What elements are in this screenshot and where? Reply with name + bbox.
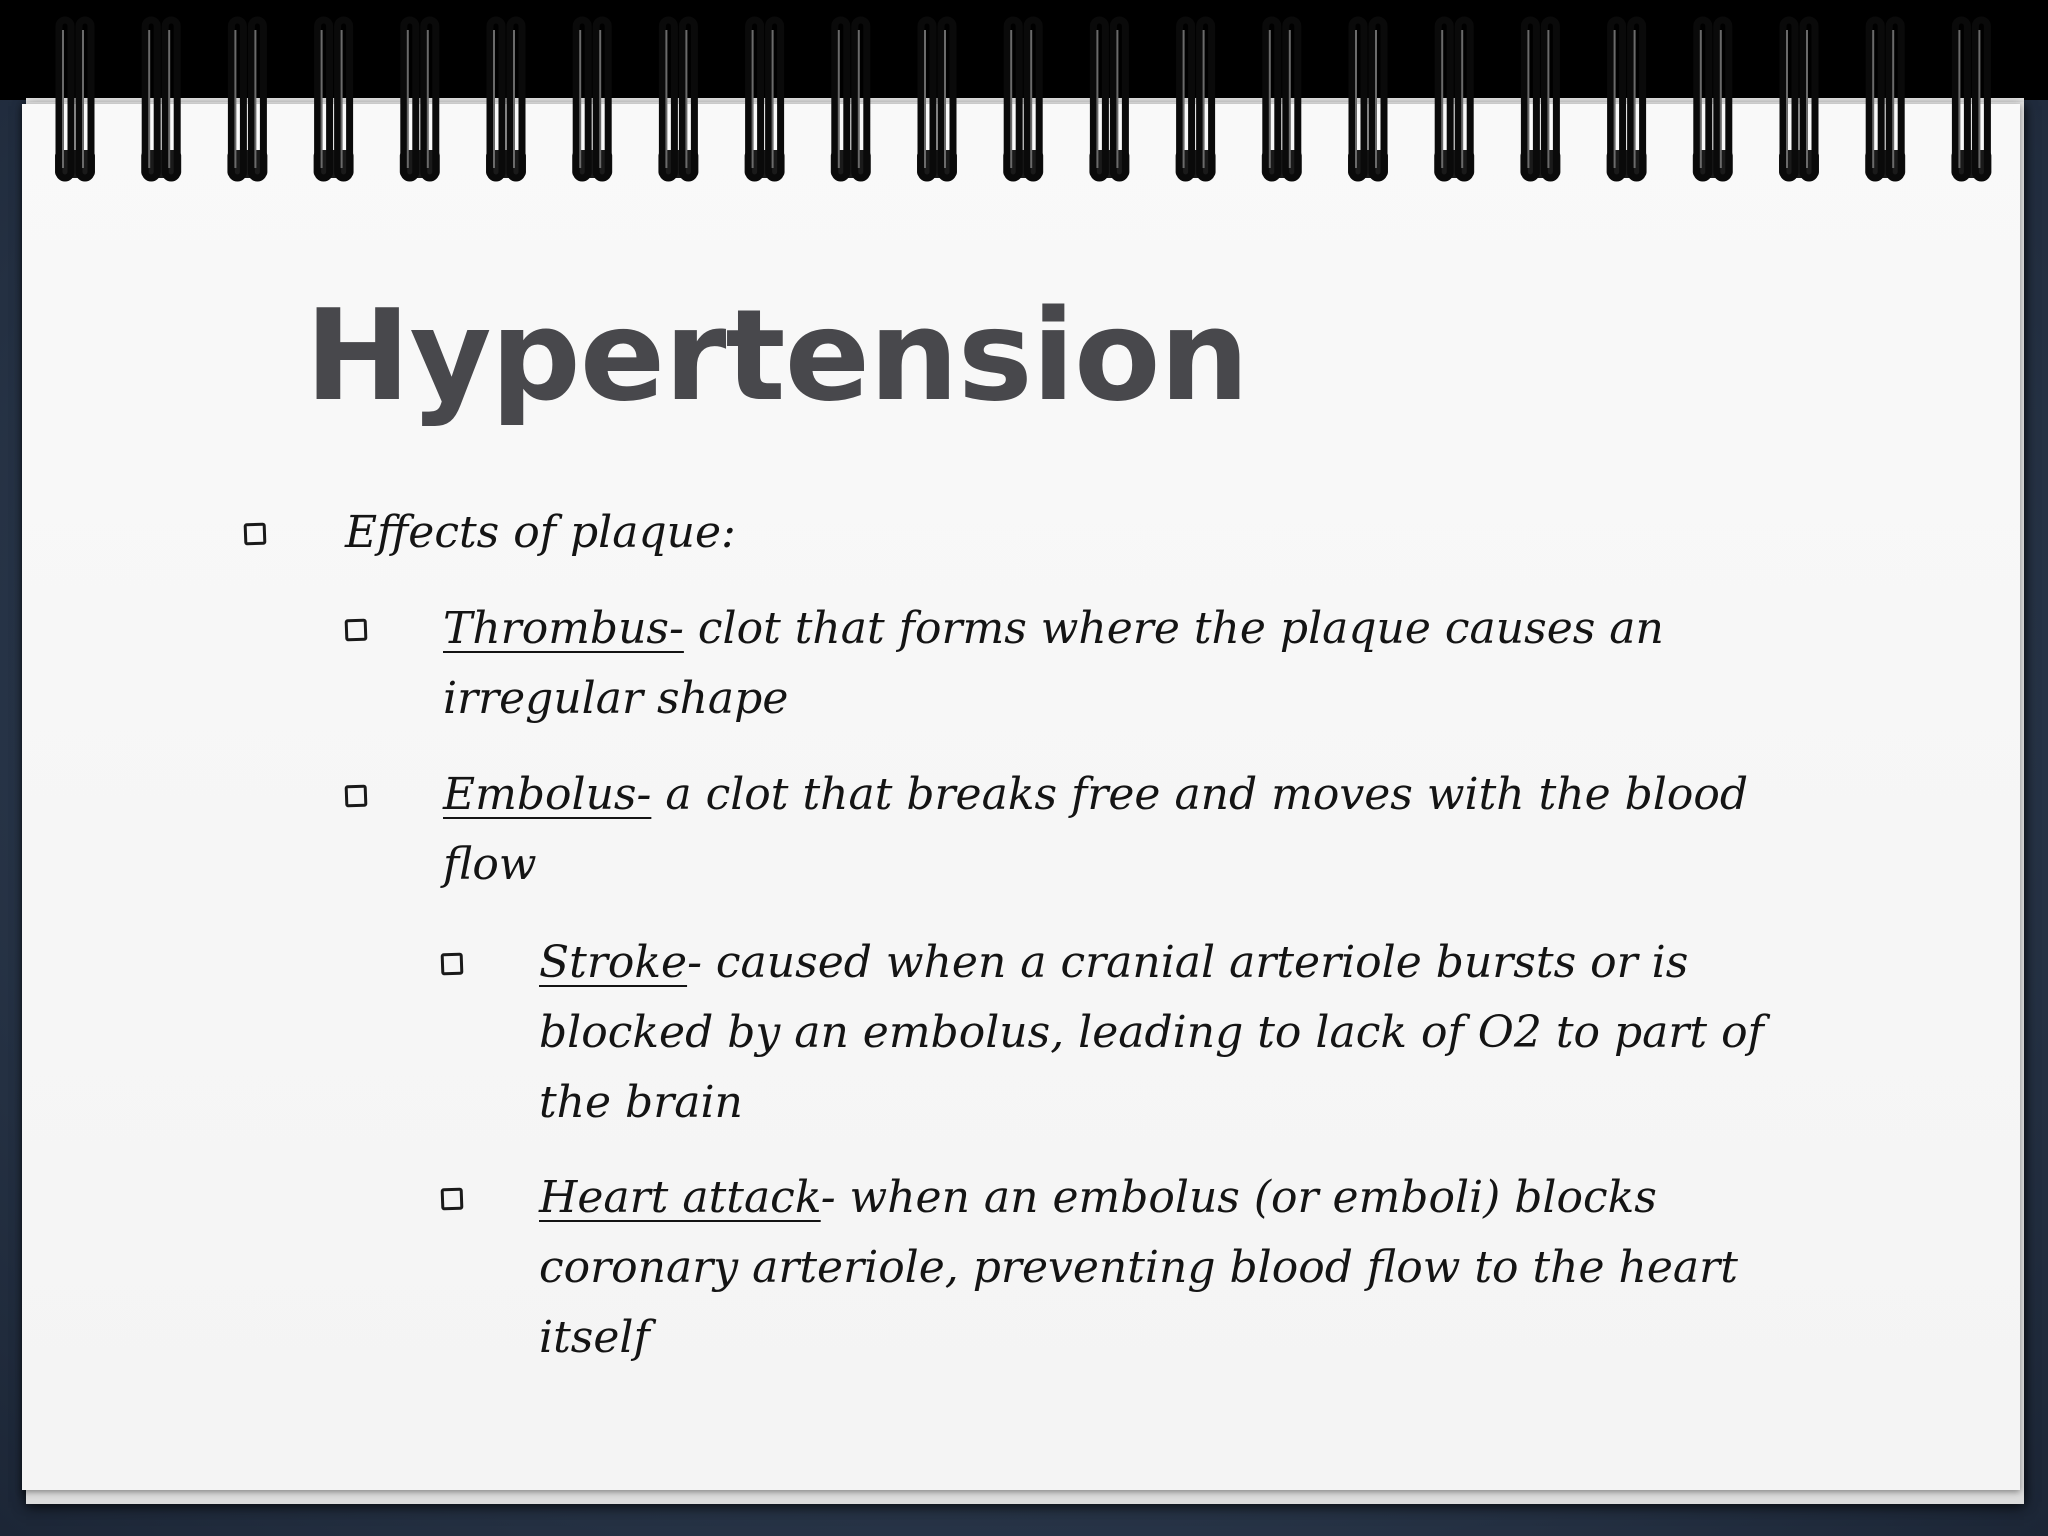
binding-ring: [400, 20, 440, 178]
binding-ring: [1089, 20, 1129, 178]
hollow-square-bullet-icon: [244, 523, 267, 546]
binding-ring: [314, 20, 354, 178]
binding-ring: [572, 20, 612, 178]
binding-ring: [1348, 20, 1388, 178]
list-item-text: [539, 928, 1819, 1138]
definition-text: - when an embolus (or emboli) blocks coronary arteriole, preventing blood flow to the heart itself: [539, 1172, 1738, 1363]
binding-ring: [1951, 20, 1991, 178]
binding-ring: [1607, 20, 1647, 178]
binding-ring: [831, 20, 871, 178]
hollow-square-bullet-icon: [345, 785, 368, 808]
binding-ring: [917, 20, 957, 178]
binding-ring: [1779, 20, 1819, 178]
list-item-text: [539, 1163, 1819, 1373]
binding-ring: [658, 20, 698, 178]
spiral-binding-icon: [0, 0, 2048, 190]
binding-ring: [141, 20, 181, 178]
binding-ring: [55, 20, 95, 178]
term-label: Thrombus-: [443, 603, 684, 654]
term-label: Embolus-: [443, 769, 652, 820]
slide-title: Hypertension: [305, 282, 1249, 429]
hollow-square-bullet-icon: [345, 619, 368, 642]
binding-ring: [1865, 20, 1905, 178]
binding-ring: [1693, 20, 1733, 178]
definition-text: a clot that breaks free and moves with the blood flow: [443, 769, 1749, 890]
hollow-square-bullet-icon: [441, 1188, 464, 1211]
term-label: Heart attack: [539, 1172, 821, 1223]
binding-ring: [1176, 20, 1216, 178]
binding-ring: [227, 20, 267, 178]
term-label: Stroke: [539, 937, 688, 988]
hollow-square-bullet-icon: [441, 953, 464, 976]
list-item-text: [443, 760, 1843, 900]
binding-ring: [486, 20, 526, 178]
binding-ring: [1262, 20, 1302, 178]
list-item-text: [443, 594, 1773, 734]
definition-text: - caused when a cranial arteriole bursts or is blocked by an embolus, leading to lack of O2 to part of the brain: [539, 937, 1764, 1128]
list-item-text: Effects of plaque:: [345, 507, 736, 558]
binding-ring: [1434, 20, 1474, 178]
binding-ring: [1520, 20, 1560, 178]
binding-ring: [745, 20, 785, 178]
definition-text: clot that forms where the plaque causes an irregular shape: [443, 603, 1664, 724]
binding-ring: [1003, 20, 1043, 178]
